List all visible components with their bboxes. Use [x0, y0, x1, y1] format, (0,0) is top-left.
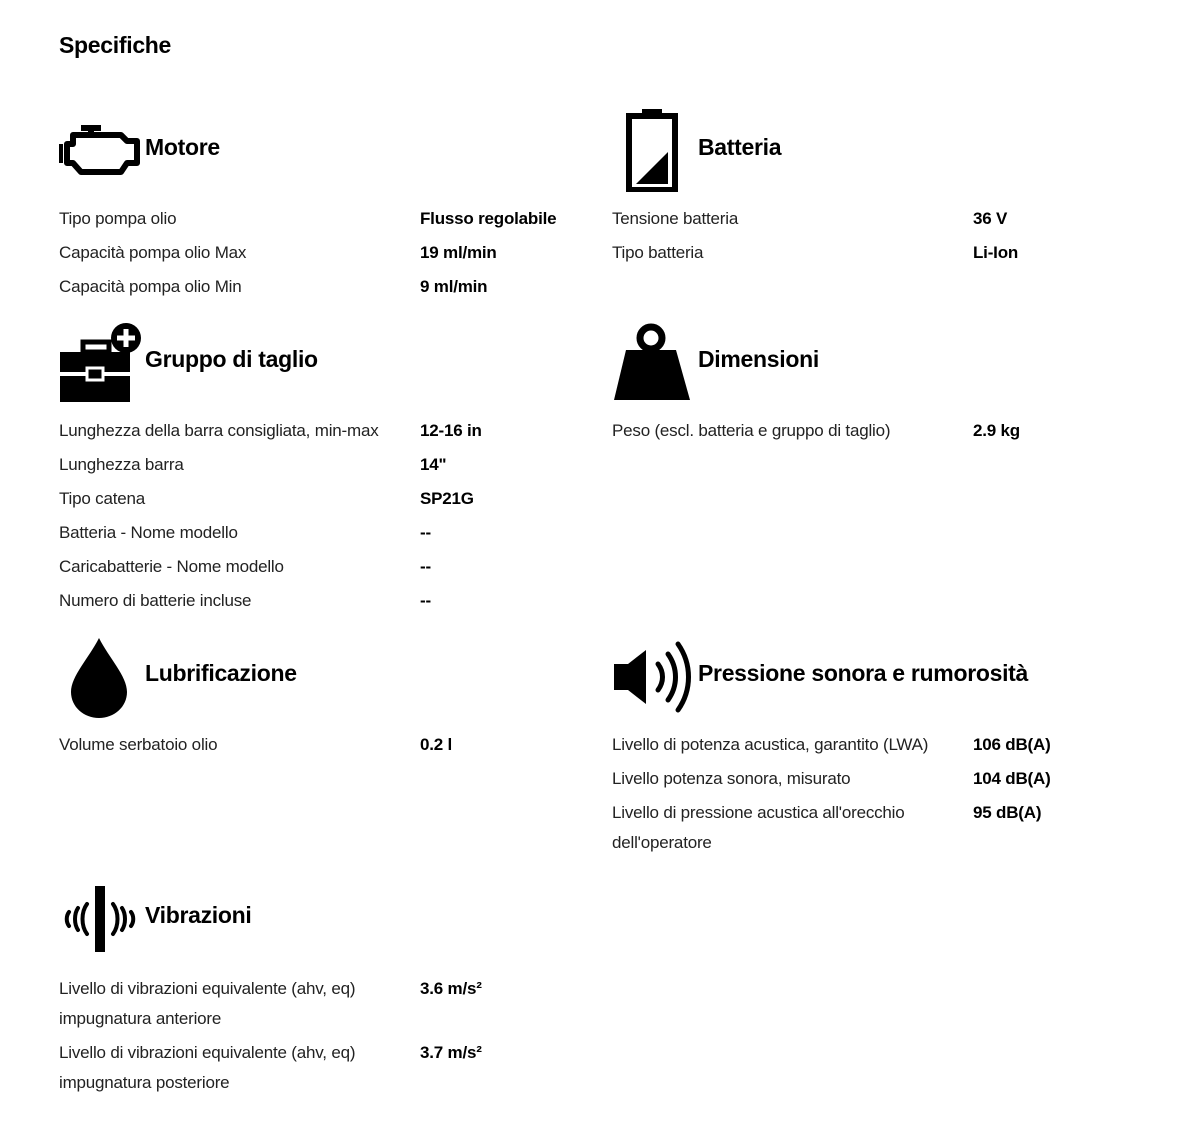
spec-label: Capacità pompa olio Min [59, 277, 242, 296]
section-title: Batteria [698, 134, 782, 160]
engine-icon [59, 122, 141, 178]
spec-value: 3.7 m/s² [420, 1043, 482, 1062]
section-title: Gruppo di taglio [145, 346, 318, 372]
spec-value: 95 dB(A) [973, 803, 1042, 822]
spec-label: Tipo pompa olio [59, 209, 177, 228]
toolbox-plus-icon [59, 322, 143, 404]
section-pressione-sonora [612, 640, 1172, 852]
spec-value: Flusso regolabile [420, 209, 557, 228]
spec-row [59, 1038, 579, 1098]
spec-value: 14" [420, 455, 447, 474]
section-title: Dimensioni [698, 346, 819, 372]
spec-label: Lunghezza barra [59, 455, 184, 474]
section-vibrazioni [59, 884, 579, 1092]
section-title: Vibrazioni [145, 902, 252, 928]
spec-label: Tipo batteria [612, 243, 704, 262]
spec-value: 3.6 m/s² [420, 979, 482, 998]
section-gruppo-di-taglio [59, 322, 579, 610]
spec-row [59, 204, 579, 234]
spec-rows [612, 730, 1172, 858]
section-header [612, 108, 1172, 204]
spec-value: -- [420, 591, 431, 610]
spec-row [612, 416, 1172, 446]
spec-label: Caricabatterie - Nome modello [59, 557, 284, 576]
battery-icon [626, 108, 678, 192]
oil-drop-icon [69, 636, 129, 720]
spec-row [59, 730, 579, 760]
spec-label: Tipo catena [59, 489, 146, 508]
spec-rows [59, 416, 579, 616]
spec-label: Livello di pressione acustica all'orecchio dell'operatore [612, 803, 905, 852]
spec-label: Livello di potenza acustica, garantito (LWA) [612, 735, 929, 754]
spec-label: Livello di vibrazioni equivalente (ahv, eq) impugnatura anteriore [59, 979, 356, 1028]
spec-value: SP21G [420, 489, 474, 508]
spec-row [612, 238, 1172, 268]
spec-value: 19 ml/min [420, 243, 497, 262]
spec-value: -- [420, 523, 431, 542]
section-dimensioni [612, 322, 1172, 440]
spec-label: Livello di vibrazioni equivalente (ahv, eq) impugnatura posteriore [59, 1043, 356, 1092]
vibration-icon [59, 884, 141, 954]
spec-row [59, 450, 579, 480]
spec-label: Capacità pompa olio Max [59, 243, 247, 262]
spec-value: -- [420, 557, 431, 576]
spec-value: 0.2 l [420, 735, 453, 754]
spec-row [612, 764, 1172, 794]
spec-value: 2.9 kg [973, 421, 1020, 440]
spec-row [59, 238, 579, 268]
section-motore [59, 118, 579, 296]
spec-label: Tensione batteria [612, 209, 739, 228]
spec-row [59, 272, 579, 302]
spec-row [59, 484, 579, 514]
spec-row [59, 552, 579, 582]
section-header [59, 634, 579, 730]
speaker-icon [612, 640, 694, 714]
spec-value: Li-Ion [973, 243, 1019, 262]
spec-value: 9 ml/min [420, 277, 488, 296]
spec-label: Batteria - Nome modello [59, 523, 238, 542]
spec-rows [59, 204, 579, 302]
spec-value: 104 dB(A) [973, 769, 1051, 788]
spec-value: 12-16 in [420, 421, 482, 440]
spec-rows [612, 204, 1172, 268]
spec-row [59, 416, 579, 446]
section-title: Motore [145, 134, 220, 160]
spec-label: Livello potenza sonora, misurato [612, 769, 851, 788]
spec-row [612, 798, 1172, 858]
spec-label: Lunghezza della barra consigliata, min-max [59, 421, 379, 440]
spec-value: 106 dB(A) [973, 735, 1051, 754]
section-lubrificazione [59, 634, 579, 754]
section-title: Pressione sonora e rumorosità [698, 660, 1029, 686]
section-header [59, 884, 579, 980]
weight-icon [612, 322, 694, 402]
spec-row [59, 974, 579, 1034]
section-header [612, 322, 1172, 418]
section-header [612, 640, 1172, 736]
section-batteria [612, 108, 1172, 262]
spec-rows [59, 730, 579, 760]
section-header [59, 322, 579, 418]
spec-value: 36 V [973, 209, 1008, 228]
spec-row [59, 586, 579, 616]
spec-rows [59, 974, 579, 1098]
spec-label: Peso (escl. batteria e gruppo di taglio) [612, 421, 891, 440]
spec-rows [612, 416, 1172, 446]
section-header [59, 118, 579, 214]
spec-label: Numero di batterie incluse [59, 591, 252, 610]
spec-row [612, 730, 1172, 760]
section-title: Lubrificazione [145, 660, 297, 686]
spec-row [612, 204, 1172, 234]
spec-row [59, 518, 579, 548]
page-title: Specifiche [59, 32, 172, 58]
spec-label: Volume serbatoio olio [59, 735, 218, 754]
